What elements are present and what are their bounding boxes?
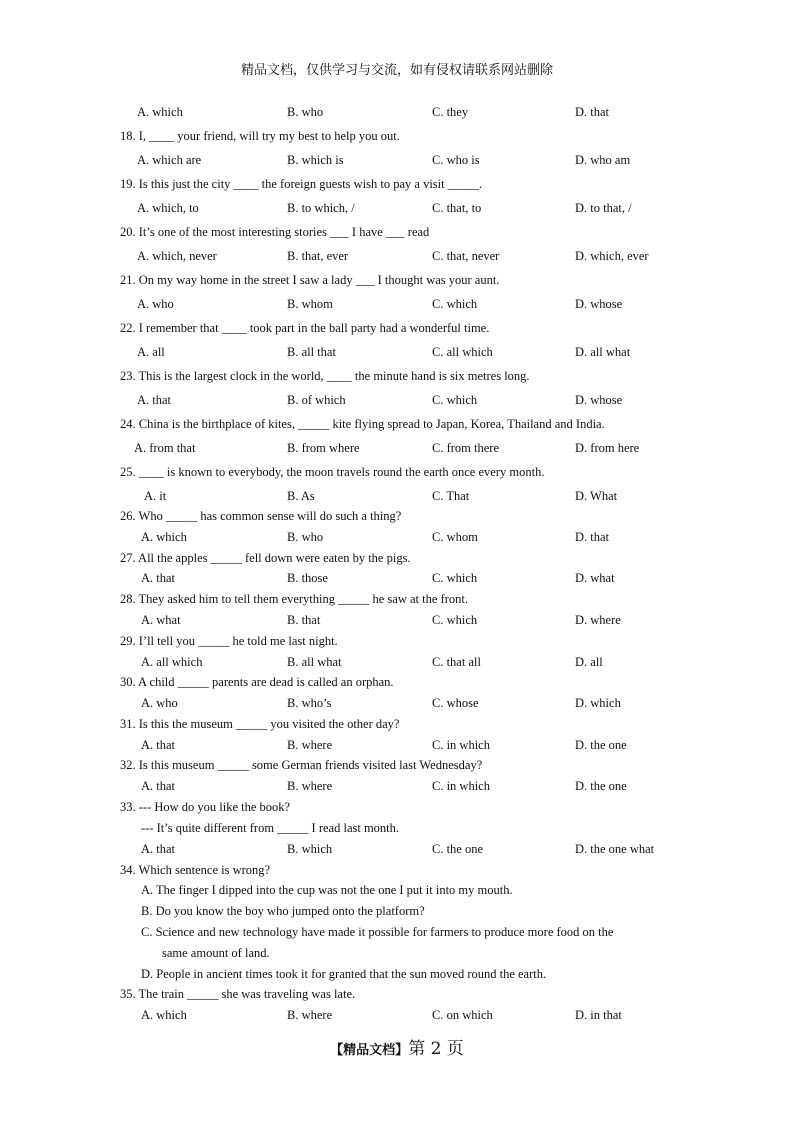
question-32: 32. Is this museum _____ some German friends visited last Wednesday?: [120, 758, 483, 772]
option-c: C. that, to: [432, 201, 482, 215]
option-d: D. the one what: [575, 842, 655, 856]
question-26: 26. Who _____ has common sense will do such a thing?: [120, 509, 402, 523]
option-d: D. that: [575, 105, 610, 119]
option-a: A. which are: [137, 153, 202, 167]
option-d: D. all: [575, 655, 603, 669]
question-34: 34. Which sentence is wrong?: [120, 863, 271, 877]
question-25: 25. ____ is known to everybody, the moon travels round the earth once every month.: [120, 465, 545, 479]
option-b: B. where: [287, 1008, 333, 1022]
option-b: B. who: [287, 530, 324, 544]
option-c: C. they: [432, 105, 469, 119]
option-a: A. that: [141, 571, 176, 585]
option-a: A. that: [137, 393, 172, 407]
option-b: B. which: [287, 842, 333, 856]
option-b: B. where: [287, 738, 333, 752]
option-a: A. it: [144, 489, 167, 503]
option-d: D. all what: [575, 345, 631, 359]
sentence-c-continued: same amount of land.: [162, 946, 270, 960]
footer-label: 【精品文档】: [330, 1043, 409, 1058]
option-b: B. that, ever: [287, 249, 349, 263]
option-a: A. who: [137, 297, 174, 311]
question-22: 22. I remember that ____ took part in the ball party had a wonderful time.: [120, 321, 490, 335]
option-a: A. which, to: [137, 201, 199, 215]
option-a: A. that: [141, 738, 176, 752]
option-b: B. from where: [287, 441, 360, 455]
option-b: B. who: [287, 105, 324, 119]
page-header: 精品文档，仅供学习与交流，如有侵权请联系网站删除: [240, 63, 553, 78]
sentence-c: C. Science and new technology have made it possible for farmers to produce more food on the: [141, 925, 614, 939]
question-35: 35. The train _____ she was traveling was late.: [120, 987, 356, 1001]
option-b: B. which is: [287, 153, 344, 167]
option-c: C. whom: [432, 530, 478, 544]
sentence-a: A. The finger I dipped into the cup was not the one I put it into my mouth.: [141, 883, 513, 897]
option-b: B. As: [287, 489, 315, 503]
option-d: D. whose: [575, 393, 623, 407]
option-b: B. that: [287, 613, 321, 627]
option-b: B. whom: [287, 297, 333, 311]
option-c: C. which: [432, 297, 478, 311]
option-a: A. which: [141, 1008, 187, 1022]
option-d: D. where: [575, 613, 621, 627]
option-b: B. where: [287, 779, 333, 793]
option-d: D. which: [575, 696, 621, 710]
question-33-reply: --- It’s quite different from _____ I read last month.: [141, 821, 400, 835]
option-d: D. in that: [575, 1008, 622, 1022]
option-c: C. who is: [432, 153, 480, 167]
option-a: A. which: [141, 530, 187, 544]
option-a: A. what: [141, 613, 181, 627]
option-b: B. who’s: [287, 696, 332, 710]
sentence-d: D. People in ancient times took it for granted that the sun moved round the earth.: [141, 967, 547, 981]
option-b: B. of which: [287, 393, 346, 407]
question-19: 19. Is this just the city ____ the foreign guests wish to pay a visit _____.: [120, 177, 483, 191]
option-a: A. all: [137, 345, 165, 359]
option-b: B. all what: [287, 655, 342, 669]
option-a: A. that: [141, 779, 176, 793]
option-d: D. which, ever: [575, 249, 649, 263]
option-a: A. which, never: [137, 249, 217, 263]
option-a: A. which: [137, 105, 183, 119]
question-33: 33. --- How do you like the book?: [120, 800, 291, 814]
option-c: C. from there: [432, 441, 499, 455]
sentence-b: B. Do you know the boy who jumped onto the platform?: [141, 904, 425, 918]
option-a: A. all which: [141, 655, 203, 669]
option-a: A. that: [141, 842, 176, 856]
option-c: C. which: [432, 393, 478, 407]
option-c: C. That: [432, 489, 470, 503]
option-d: D. from here: [575, 441, 640, 455]
option-a: A. from that: [134, 441, 196, 455]
question-23: 23. This is the largest clock in the world, ____ the minute hand is six metres long.: [120, 369, 530, 383]
page-footer: [0, 1034, 794, 1059]
option-d: D. whose: [575, 297, 623, 311]
option-b: B. those: [287, 571, 328, 585]
option-c: C. which: [432, 613, 478, 627]
option-c: C. in which: [432, 779, 490, 793]
question-24: 24. China is the birthplace of kites, _____ kite flying spread to Japan, Korea, Thailand and India.: [120, 417, 605, 431]
option-c: C. which: [432, 571, 478, 585]
question-27: 27. All the apples _____ fell down were eaten by the pigs.: [120, 551, 411, 565]
option-d: D. the one: [575, 738, 627, 752]
option-d: D. who am: [575, 153, 631, 167]
question-18: 18. I, ____ your friend, will try my best to help you out.: [120, 129, 400, 143]
question-30: 30. A child _____ parents are dead is called an orphan.: [120, 675, 394, 689]
option-d: D. What: [575, 489, 618, 503]
option-b: B. to which, /: [287, 201, 355, 215]
option-c: C. all which: [432, 345, 493, 359]
question-21: 21. On my way home in the street I saw a lady ___ I thought was your aunt.: [120, 273, 500, 287]
option-c: C. that all: [432, 655, 481, 669]
option-d: D. that: [575, 530, 610, 544]
option-d: D. what: [575, 571, 615, 585]
question-28: 28. They asked him to tell them everything _____ he saw at the front.: [120, 592, 468, 606]
question-29: 29. I’ll tell you _____ he told me last night.: [120, 634, 338, 648]
option-c: C. the one: [432, 842, 484, 856]
page-number: 第 2 页: [408, 1039, 464, 1059]
option-c: C. that, never: [432, 249, 500, 263]
question-20: 20. It’s one of the most interesting stories ___ I have ___ read: [120, 225, 430, 239]
option-b: B. all that: [287, 345, 336, 359]
option-c: C. in which: [432, 738, 490, 752]
question-31: 31. Is this the museum _____ you visited the other day?: [120, 717, 400, 731]
option-c: C. whose: [432, 696, 479, 710]
option-d: D. the one: [575, 779, 627, 793]
option-c: C. on which: [432, 1008, 493, 1022]
option-a: A. who: [141, 696, 178, 710]
option-d: D. to that, /: [575, 201, 632, 215]
